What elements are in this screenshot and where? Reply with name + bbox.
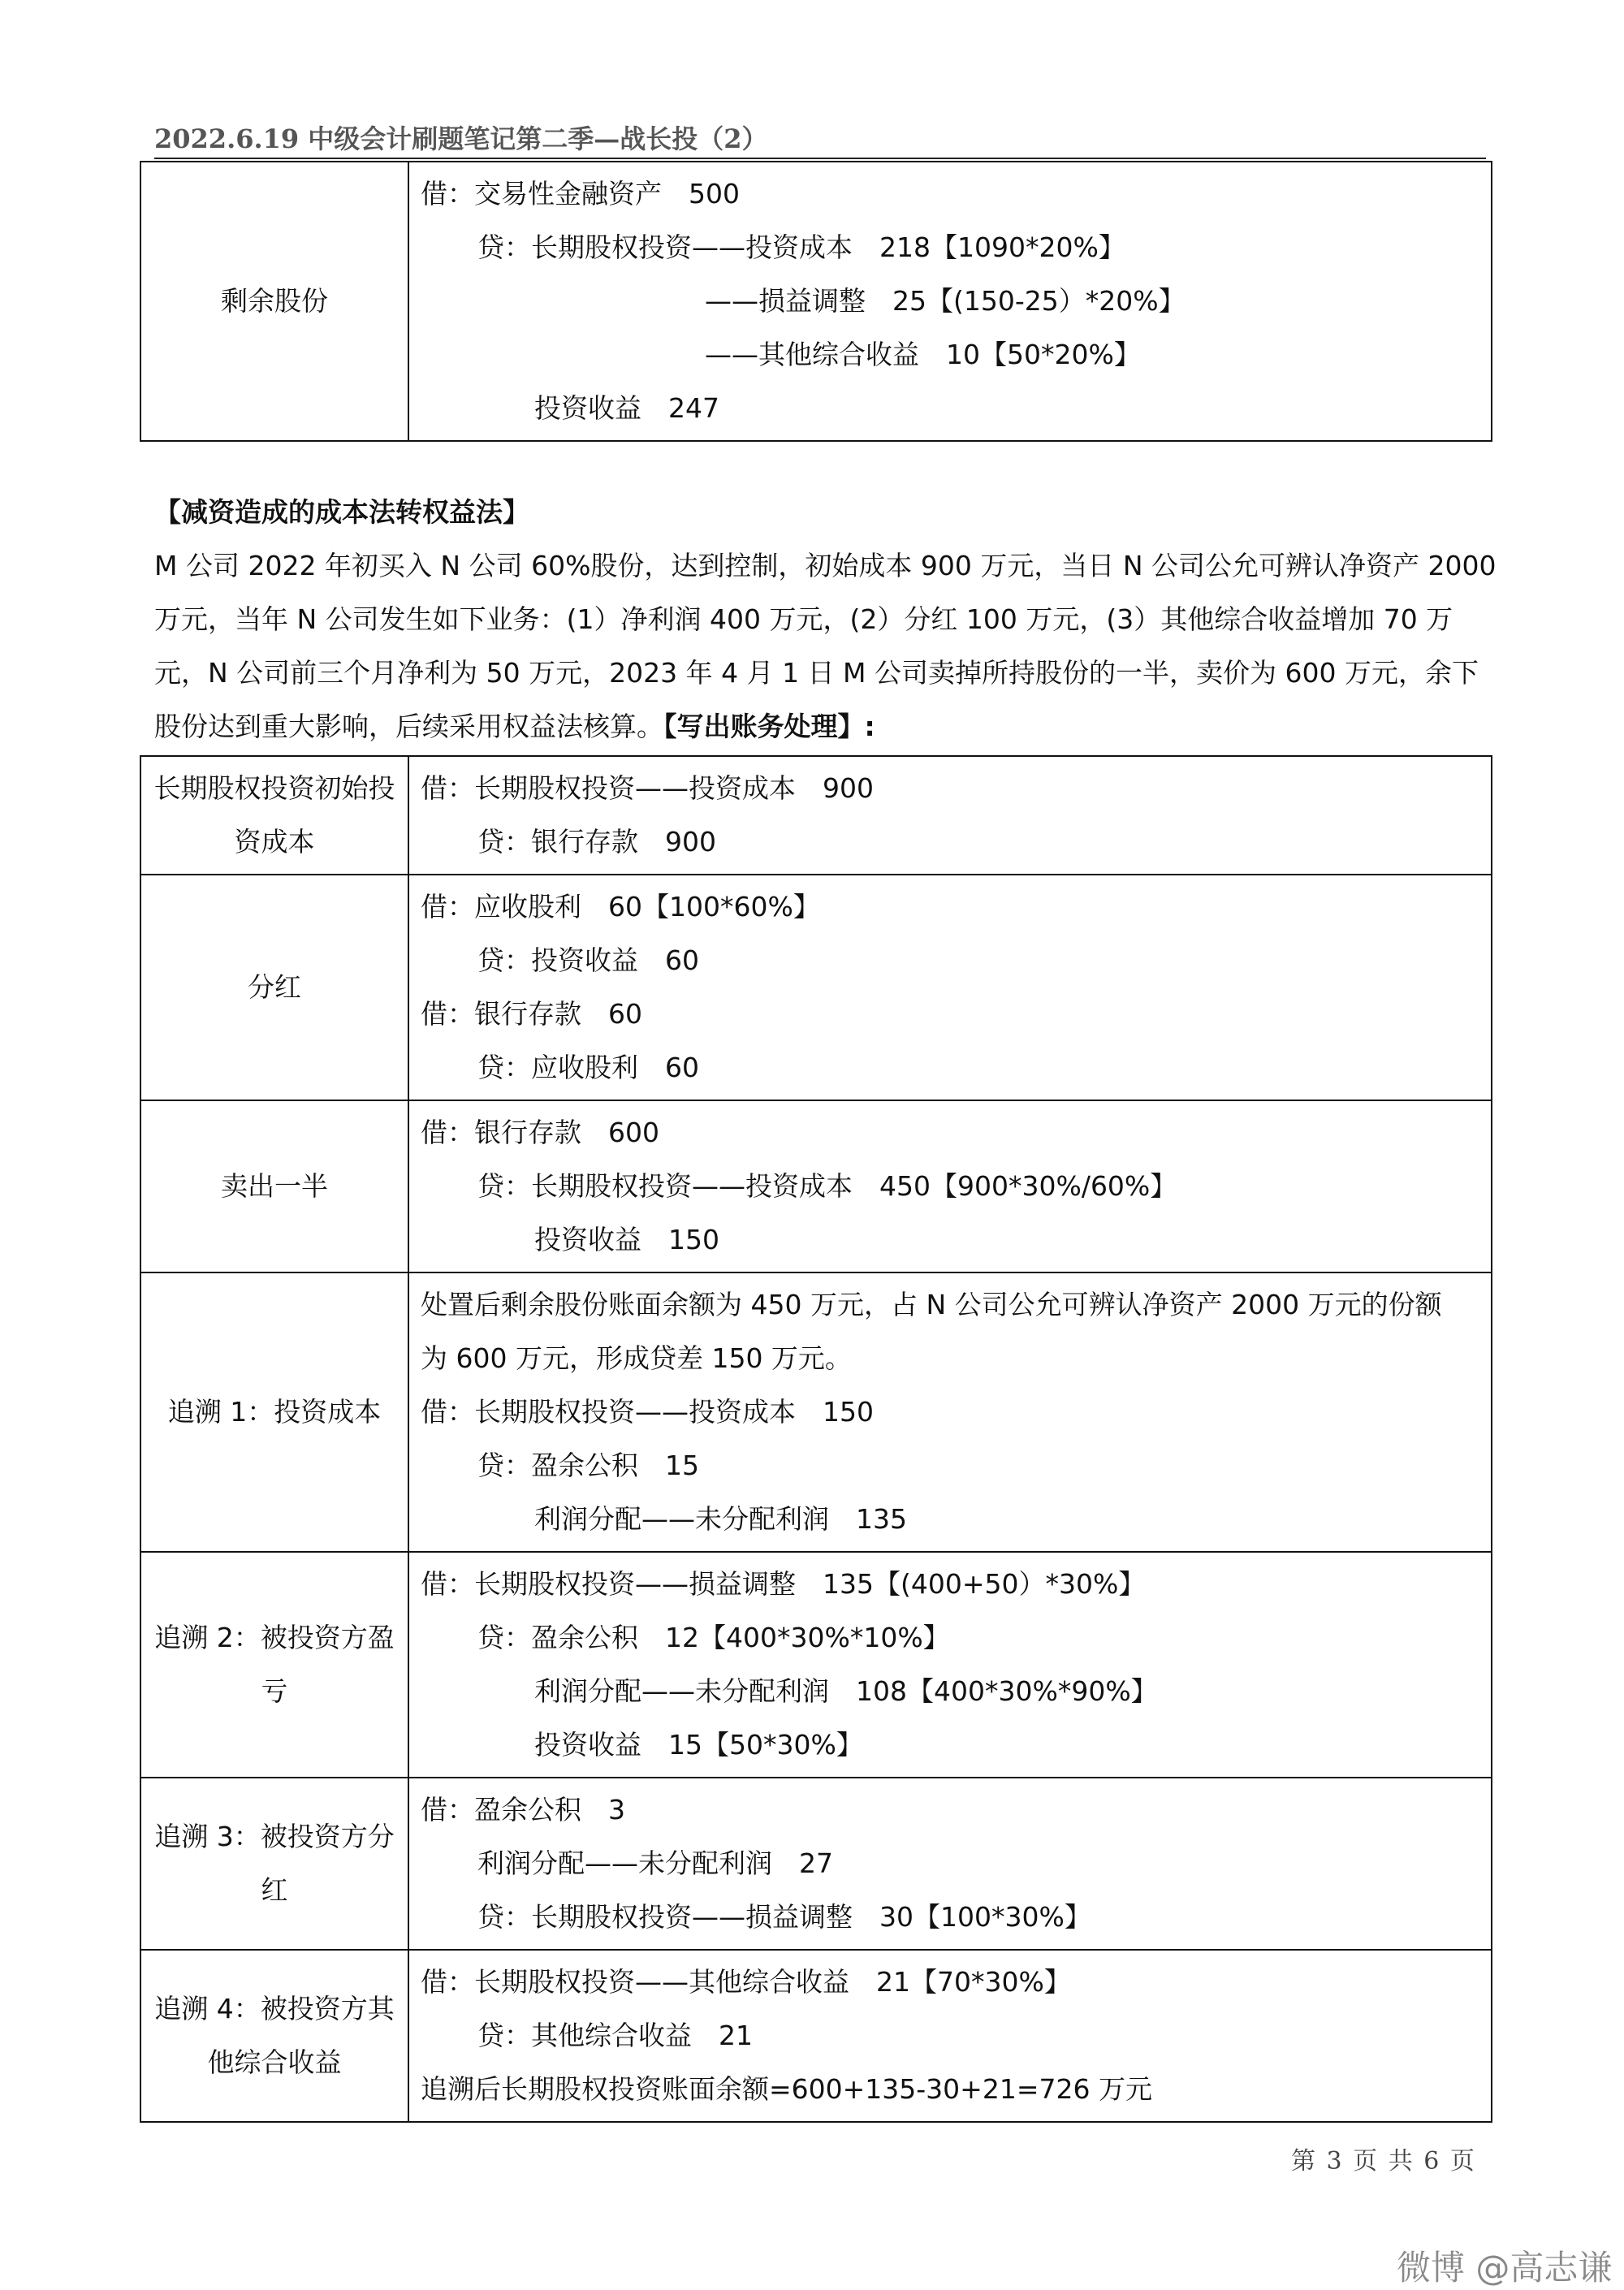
entry-line: 贷：盈余公积 15: [477, 1450, 699, 1481]
entry-line: 借：银行存款 600: [421, 1117, 659, 1148]
row-content: [408, 1100, 1492, 1272]
entry-line: 贷：其他综合收益 21: [477, 2020, 753, 2051]
entry-line: 贷：长期股权投资——损益调整 30【100*30%】: [477, 1901, 1091, 1933]
journal-table-remaining-shares: [140, 161, 1492, 442]
entry-line: 利润分配——未分配利润 108【400*30%*90%】: [534, 1675, 1158, 1707]
row-label: 追溯 3：被投资方分红: [140, 1778, 408, 1950]
row-content: [408, 1272, 1492, 1552]
weibo-watermark: 微博 @高志谦: [1397, 2248, 1613, 2288]
row-label: 追溯 1：投资成本: [140, 1272, 408, 1552]
entry-line: 贷：长期股权投资——投资成本 450【900*30%/60%】: [477, 1170, 1177, 1202]
journal-table-cost-to-equity: [140, 755, 1492, 2123]
entry-line: 投资收益 15【50*30%】: [534, 1729, 863, 1761]
problem-statement: [154, 486, 1497, 754]
entry-line: 贷：应收股利 60: [477, 1052, 699, 1083]
entry-line: 投资收益 247: [534, 392, 719, 424]
page-number: 第 3 页 共 6 页: [1291, 2147, 1476, 2176]
table-row: [140, 1950, 1492, 2122]
entry-line: 利润分配——未分配利润 27: [477, 1847, 833, 1879]
table-row: [140, 756, 1492, 875]
entry-line: 追溯后长期股权投资账面余额=600+135-30+21=726 万元: [421, 2073, 1152, 2105]
entry-line: 借：交易性金融资产 500: [421, 178, 740, 210]
entry-line: 为 600 万元，形成贷差 150 万元。: [421, 1342, 852, 1374]
entry-line: ——其他综合收益 10【50*20%】: [705, 339, 1141, 370]
entry-line: 借：长期股权投资——其他综合收益 21【70*30%】: [421, 1966, 1071, 1998]
paragraph-text: 股份达到重大影响，后续采用权益法核算。: [154, 711, 663, 742]
row-content: [408, 756, 1492, 875]
entry-line: 借：长期股权投资——投资成本 150: [421, 1396, 874, 1428]
entry-line: 借：长期股权投资——损益调整 135【(400+50）*30%】: [421, 1568, 1146, 1600]
row-label: 长期股权投资初始投资成本: [140, 756, 408, 875]
entry-line: 贷：银行存款 900: [477, 826, 716, 858]
entry-line: 投资收益 150: [534, 1224, 719, 1255]
entry-line: 借：长期股权投资——投资成本 900: [421, 772, 874, 804]
page-header-title: 2022.6.19 中级会计刷题笔记第二季—战长投（2）: [154, 119, 1486, 159]
table-row: [140, 1272, 1492, 1552]
entry-line: 利润分配——未分配利润 135: [534, 1503, 907, 1535]
row-label: 剩余股份: [140, 162, 408, 441]
table-row: [140, 162, 1492, 441]
entry-line: 处置后剩余股份账面余额为 450 万元，占 N 公司公允可辨认净资产 2000 万元的份额: [421, 1289, 1442, 1320]
entry-line: 贷：长期股权投资——投资成本 218【1090*20%】: [477, 231, 1125, 263]
table-row: [140, 1552, 1492, 1778]
entry-line: 借：银行存款 60: [421, 998, 642, 1030]
paragraph-line: 元，N 公司前三个月净利为 50 万元，2023 年 4 月 1 日 M 公司卖掉所持股份的一半，卖价为 600 万元，余下: [154, 657, 1479, 689]
entry-line: 借：盈余公积 3: [421, 1794, 625, 1826]
row-content: [408, 1778, 1492, 1950]
instruction-text: 【写出账务处理】:: [663, 711, 875, 742]
paragraph-line: [154, 700, 1486, 754]
entry-line: 贷：投资收益 60: [477, 944, 699, 976]
row-content: [408, 1552, 1492, 1778]
entry-line: 借：应收股利 60【100*60%】: [421, 891, 820, 922]
entry-line: ——损益调整 25【(150-25）*20%】: [705, 285, 1186, 317]
paragraph-line: M 公司 2022 年初买入 N 公司 60%股份，达到控制，初始成本 900 万元，当日 N 公司公允可辨认净资产 2000: [154, 550, 1497, 581]
table-row: [140, 1100, 1492, 1272]
row-content: [408, 875, 1492, 1100]
row-label: 追溯 4：被投资方其他综合收益: [140, 1950, 408, 2122]
row-label: 追溯 2：被投资方盈亏: [140, 1552, 408, 1778]
entry-line: 贷：盈余公积 12【400*30%*10%】: [477, 1622, 950, 1653]
row-content: [408, 162, 1492, 441]
row-label: 分红: [140, 875, 408, 1100]
row-label: 卖出一半: [140, 1100, 408, 1272]
paragraph-line: 万元，当年 N 公司发生如下业务：(1）净利润 400 万元，(2）分红 100 万元，(3）其他综合收益增加 70 万: [154, 603, 1453, 635]
section-title: 【减资造成的成本法转权益法】: [154, 496, 529, 528]
table-row: [140, 1778, 1492, 1950]
row-content: [408, 1950, 1492, 2122]
table-row: [140, 875, 1492, 1100]
